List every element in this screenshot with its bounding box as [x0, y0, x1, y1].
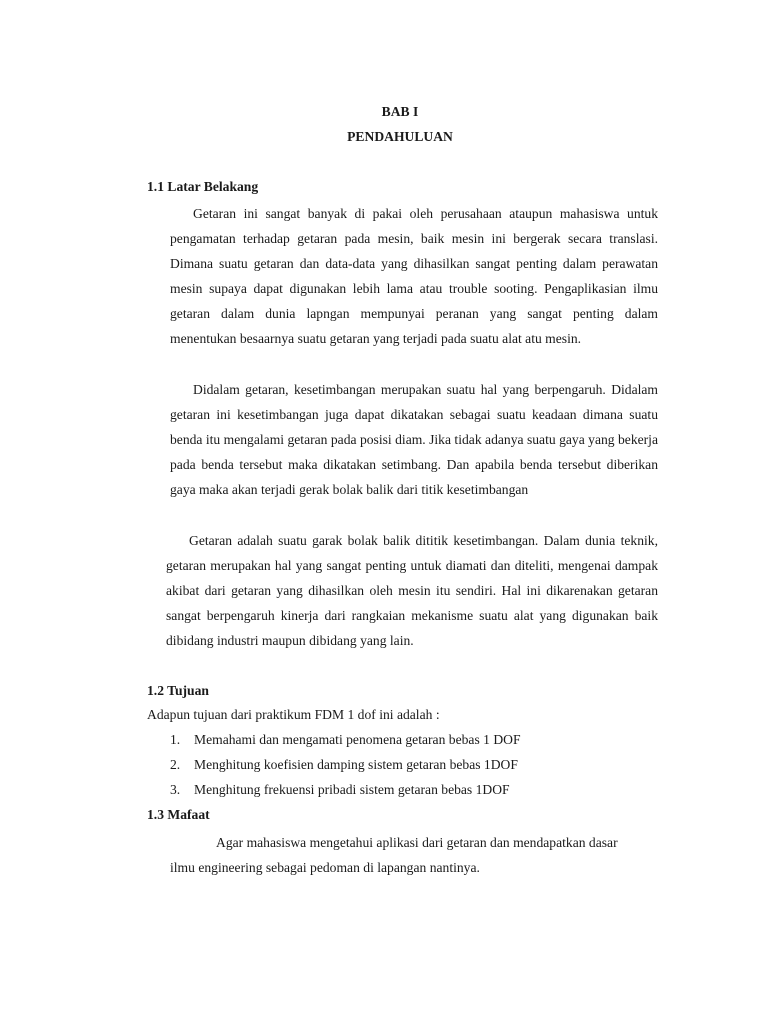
list-item-text: Memahami dan mengamati penomena getaran bebas 1 DOF: [194, 732, 521, 747]
chapter-label: BAB I: [381, 104, 419, 119]
paragraph-latar-belakang-3: Getaran adalah suatu garak bolak balik dititik kesetimbangan. Dalam dunia teknik, getaran merupakan hal yang sangat penting untuk diamati dan diteliti, mengenai dampak akibat dari getaran yang dihasilkan oleh mesin itu sendiri. Hal ini dikarenakan getaran sangat berpengaruh kinerja dari rangkaian mekanisme suatu alat yang digunakan baik dibidang industri maupun dibidang yang lain.: [166, 533, 658, 648]
list-item: [170, 782, 510, 798]
paragraph-latar-belakang-1: Getaran ini sangat banyak di pakai oleh perusahaan ataupun mahasiswa untuk pengamatan terhadap getaran pada mesin, baik mesin ini bergerak secara translasi. Dimana suatu getaran dan data-data yang dihasilkan sangat penting dalam perawatan mesin supaya dapat digunakan lebih lama atau trouble sooting. Pengaplikasian ilmu getaran dalam dunia lapngan mempunyai peranan yang sangat penting dalam menentukan besaarnya suatu getaran yang terjadi pada suatu alat atu mesin.: [170, 206, 658, 346]
list-item-number: 2.: [170, 757, 181, 772]
list-item-number: 3.: [170, 782, 181, 797]
list-item: [170, 732, 521, 748]
list-item: [170, 757, 518, 773]
paragraph-mafaat: Agar mahasiswa mengetahui aplikasi dari getaran dan mendapatkan dasar ilmu engineering sebagai pedoman di lapangan nantinya.: [170, 835, 618, 875]
section-heading-latar-belakang: 1.1 Latar Belakang: [147, 179, 259, 194]
paragraph-latar-belakang-2: Didalam getaran, kesetimbangan merupakan suatu hal yang berpengaruh. Didalam getaran ini kesetimbangan juga dapat dikatakan sebagai suatu keadaan dimana suatu benda itu mengalami getaran pada posisi diam. Jika tidak adanya suatu gaya yang bekerja pada benda tersebut maka dikatakan setimbang. Dan apabila benda tersebut diberikan gaya maka akan terjadi gerak bolak balik dari titik kesetimbangan: [170, 382, 658, 497]
section-heading-mafaat: 1.3 Mafaat: [147, 807, 210, 822]
chapter-title: PENDAHULUAN: [347, 129, 453, 144]
list-item-text: Menghitung frekuensi pribadi sistem getaran bebas 1DOF: [194, 782, 510, 797]
tujuan-intro: Adapun tujuan dari praktikum FDM 1 dof ini adalah :: [147, 707, 440, 722]
section-heading-tujuan: 1.2 Tujuan: [147, 683, 209, 698]
list-item-text: Menghitung koefisien damping sistem getaran bebas 1DOF: [194, 757, 518, 772]
list-item-number: 1.: [170, 732, 181, 747]
